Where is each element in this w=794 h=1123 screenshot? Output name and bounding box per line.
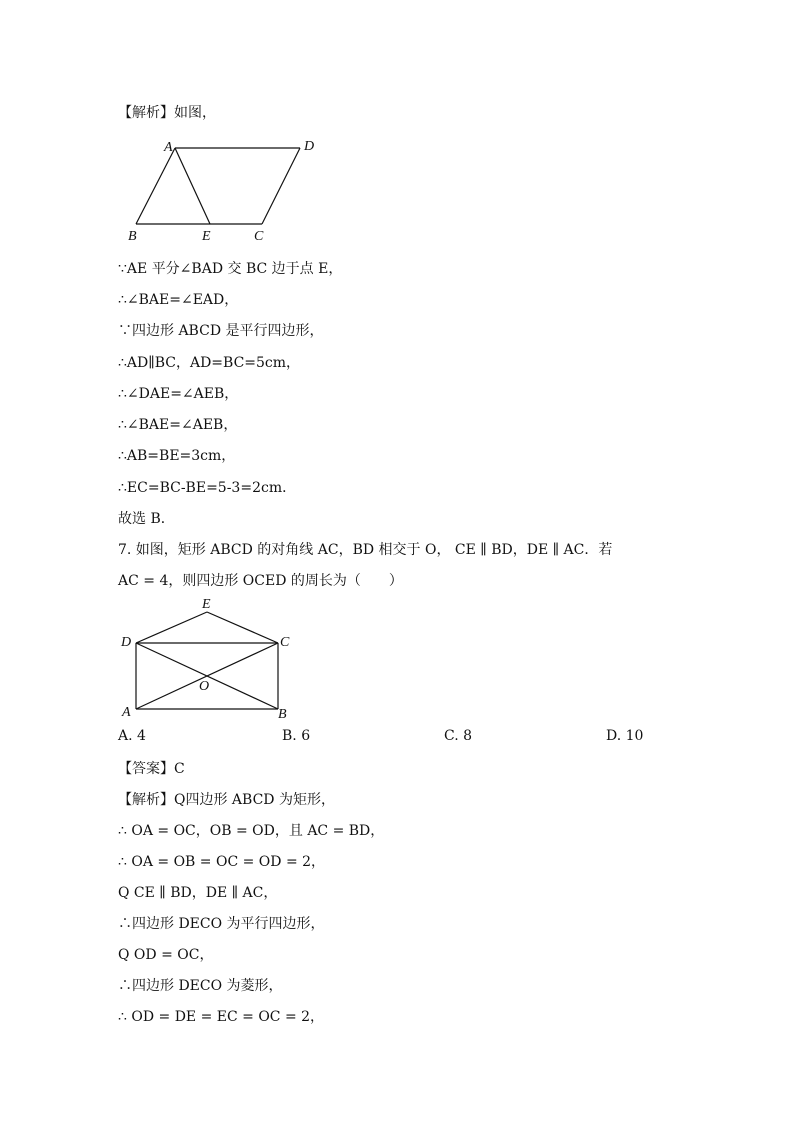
answer: 【答案】C [118,761,185,777]
label-b: B [128,229,137,244]
solution2-line-3: ∴ OA = OB = OC = OD = 2， [118,854,326,870]
label-o: O [199,679,210,694]
label-e: E [202,229,211,244]
solution2-line-6: Q OD = OC， [118,947,214,963]
option-d: D. 10 [606,728,644,744]
solution2-line-7: ∴四边形 DECO 为菱形， [118,978,283,994]
solution1-line-3: ∵四边形 ABCD 是平行四边形， [118,323,324,339]
solution1-conclusion: 故选 B． [118,511,175,527]
label-a: A [122,705,131,720]
segment-ec [207,612,278,643]
label-c: C [254,229,264,244]
segment-ab [136,148,175,224]
option-b: B. 6 [282,728,311,744]
solution1-line-5: ∴∠DAE=∠AEB， [118,386,239,402]
solution1-line-6: ∴∠BAE=∠AEB， [118,417,238,433]
solution-header: 【解析】如图， [118,105,216,121]
question-7-line-2: AC = 4，则四边形 OCED 的周长为（ ） [118,573,403,589]
segment-dc [262,148,300,224]
rectangle-figure [116,594,306,728]
label-d: D [121,635,132,650]
solution2-line-4: Q CE ∥ BD，DE ∥ AC， [118,885,278,901]
solution1-line-4: ∴AD∥BC，AD=BC=5cm， [118,355,301,371]
label-c: C [280,635,290,650]
question-7-line-1: 7. 如图，矩形 ABCD 的对角线 AC，BD 相交于 O， CE ∥ BD，DE ∥ AC．若 [118,542,613,558]
label-b: B [278,707,287,722]
label-e: E [202,597,211,612]
solution1-line-7: ∴AB=BE=3cm， [118,448,236,464]
solution1-line-2: ∴∠BAE=∠EAD， [118,292,239,308]
label-a: A [164,140,173,155]
solution2-line-2: ∴ OA = OC，OB = OD，且 AC = BD， [118,823,385,839]
solution2-line-5: ∴四边形 DECO 为平行四边形， [118,916,325,932]
option-a: A. 4 [118,728,146,744]
solution2-line-8: ∴ OD = DE = EC = OC = 2， [118,1009,325,1025]
segment-de [136,612,207,643]
solution1-line-8: ∴EC=BC-BE=5-3=2cm． [118,480,297,496]
option-c: C. 8 [444,728,473,744]
label-d: D [304,139,315,154]
parallelogram-figure [120,134,340,250]
solution1-line-1: ∵AE 平分∠BAD 交 BC 边于点 E， [118,261,343,277]
solution2-line-1: 【解析】Q四边形 ABCD 为矩形， [118,792,335,808]
segment-ae [175,148,210,224]
